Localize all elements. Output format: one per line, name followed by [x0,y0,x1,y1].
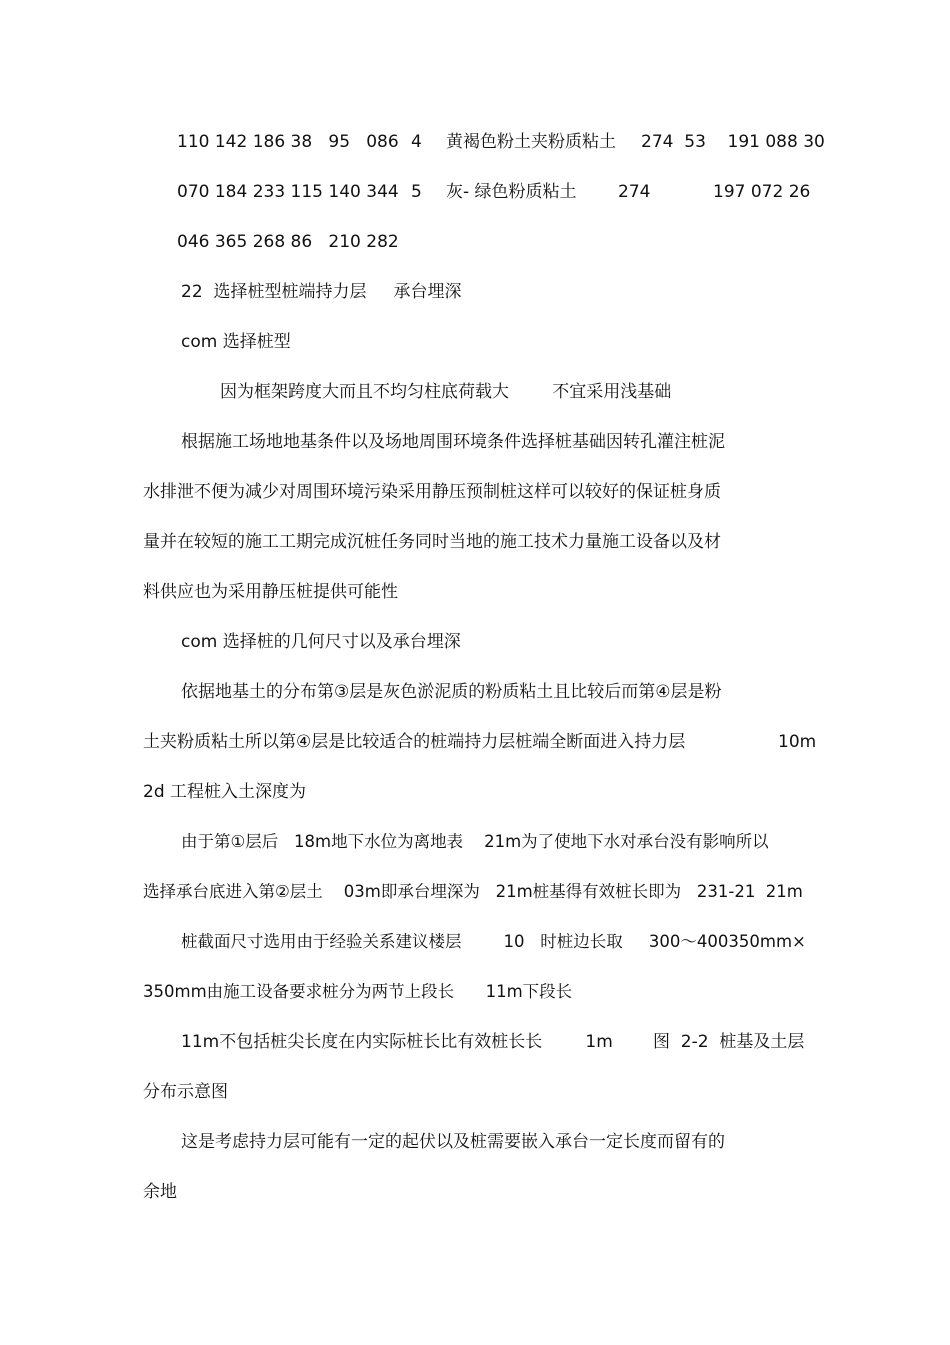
row2-layer-number: 5 [411,182,422,202]
row3-numbers-left: 046 365 268 86 210 282 [177,232,399,252]
row2-soil-name: 灰- 绿色粉质粘土 [446,182,577,202]
paragraph-5-line-2: 350mm由施工设备要求桩分为两节上段长 11m下段长 [143,982,573,1001]
paragraph-2-line-2: 水排泄不便为减少对周围环境污染采用静压预制桩这样可以较好的保证桩身质 [143,482,721,502]
paragraph-4-line-1: 由于第①层后 18m地下水位为离地表 21m为了使地下水对承台没有影响所以 [181,832,769,851]
section-heading-2-2: 22 选择桩型桩端持力层 承台埋深 [181,282,462,302]
paragraph-4-line-2: 选择承台底进入第②层土 03m即承台埋深为 21m桩基得有效桩长即为 231-21 21m [143,882,803,901]
paragraph-6-line-1: 11m不包括桩尖长度在内实际桩长比有效桩长长 1m [181,1032,613,1052]
paragraph-3-line-2-tail: 10m [778,732,817,752]
paragraph-3-line-1: 依据地基土的分布第③层是灰色淤泥质的粉质粘土且比较后而第④层是粉 [181,682,722,702]
figure-caption: 图 2-2 桩基及土层 [653,1032,805,1052]
paragraph-7-line-1: 这是考虑持力层可能有一定的起伏以及桩需要嵌入承台一定长度而留有的 [181,1132,725,1152]
paragraph-3-line-2: 土夹粉质粘土所以第④层是比较适合的桩端持力层桩端全断面进入持力层 [143,732,686,752]
row2-numbers-right-a: 274 [618,182,651,202]
paragraph-7-line-2: 余地 [143,1182,177,1202]
paragraph-1: 因为框架跨度大而且不均匀柱底荷载大 不宜采用浅基础 [220,382,672,402]
row1-soil-name: 黄褐色粉土夹粉质粘土 [446,132,616,152]
row2-numbers-right-b: 197 072 26 [713,182,811,202]
paragraph-2-line-3: 量并在较短的施工工期完成沉桩任务同时当地的施工技术力量施工设备以及材 [143,532,721,552]
paragraph-3-line-3: 2d 工程桩入土深度为 [143,782,307,802]
paragraph-6-line-2: 分布示意图 [143,1082,228,1102]
subheading-select-pile-type: com 选择桩型 [181,332,291,352]
paragraph-2-line-4: 料供应也为采用静压桩提供可能性 [143,582,398,602]
paragraph-5-line-1: 桩截面尺寸选用由于经验关系建议楼层 10 时桩边长取 300～400350mm× [181,932,806,951]
row2-numbers-left: 070 184 233 115 140 344 [177,182,399,202]
row1-numbers-right: 274 53 191 088 30 [641,132,825,152]
row1-numbers-left: 110 142 186 38 95 086 [177,132,399,152]
row1-layer-number: 4 [411,132,422,152]
subheading-pile-geometry: com 选择桩的几何尺寸以及承台埋深 [181,632,461,652]
paragraph-2-line-1: 根据施工场地地基条件以及场地周围环境条件选择桩基础因转孔灌注桩泥 [181,432,725,452]
